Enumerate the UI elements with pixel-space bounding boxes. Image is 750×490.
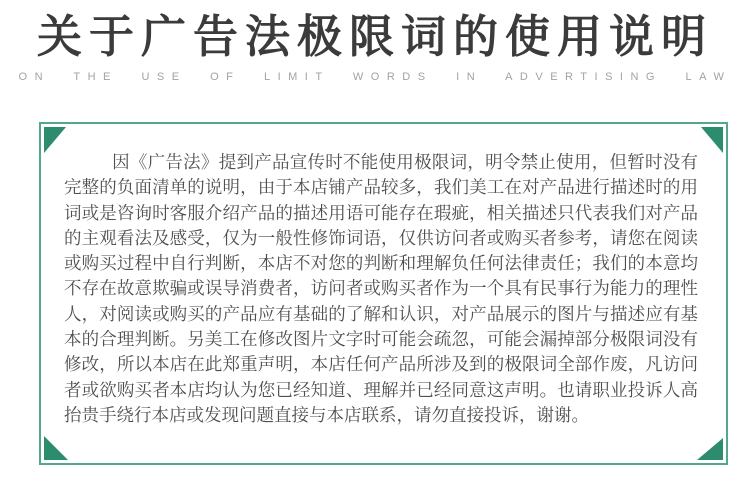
page-title: 关于广告法极限词的使用说明: [36, 11, 713, 62]
disclaimer-page: [0, 12, 750, 490]
page-subtitle: ON THE USE OF LIMIT WORDS IN ADVERTISING LAW: [18, 70, 732, 83]
corner-triangle-bottom-left-icon: [44, 436, 68, 460]
disclaimer-box: [39, 122, 728, 465]
corner-triangle-bottom-right-icon: [697, 438, 723, 460]
disclaimer-text: 因《广告法》提到产品宣传时不能使用极限词，明令禁止使用，但暂时没有完整的负面清单的说明，由于本店铺产品较多，我们美工在对产品进行描述时的用词或是咨询时客服介绍产品的描述用语可能存在瑕疵，相关描述只代表我们对产品的主观看法及感受，仅为一般性修饰词语，仅供访问者或购买者参考，请您在阅读或购买过程中自行判断，本店不对您的判断和理解负任何法律责任；我们的本意均不存在故意欺骗或误导消费者，访问者或购买者作为一个具有民事行为能力的理性人，对阅读或购买的产品应有基础的了解和认识，对产品展示的图片与描述应有基本的合理判断。另美工在修改图片文字时可能会疏忽，可能会漏掉部分极限词没有修改，所以本店在此郑重声明，本店任何产品所涉及到的极限词全部作废，凡访问者或欲购买者本店均认为您已经知道、理解并已经同意这声明。也请职业投诉人高抬贵手绕行本店或发现问题直接与本店联系，请勿直接投诉，谢谢。: [64, 152, 698, 425]
